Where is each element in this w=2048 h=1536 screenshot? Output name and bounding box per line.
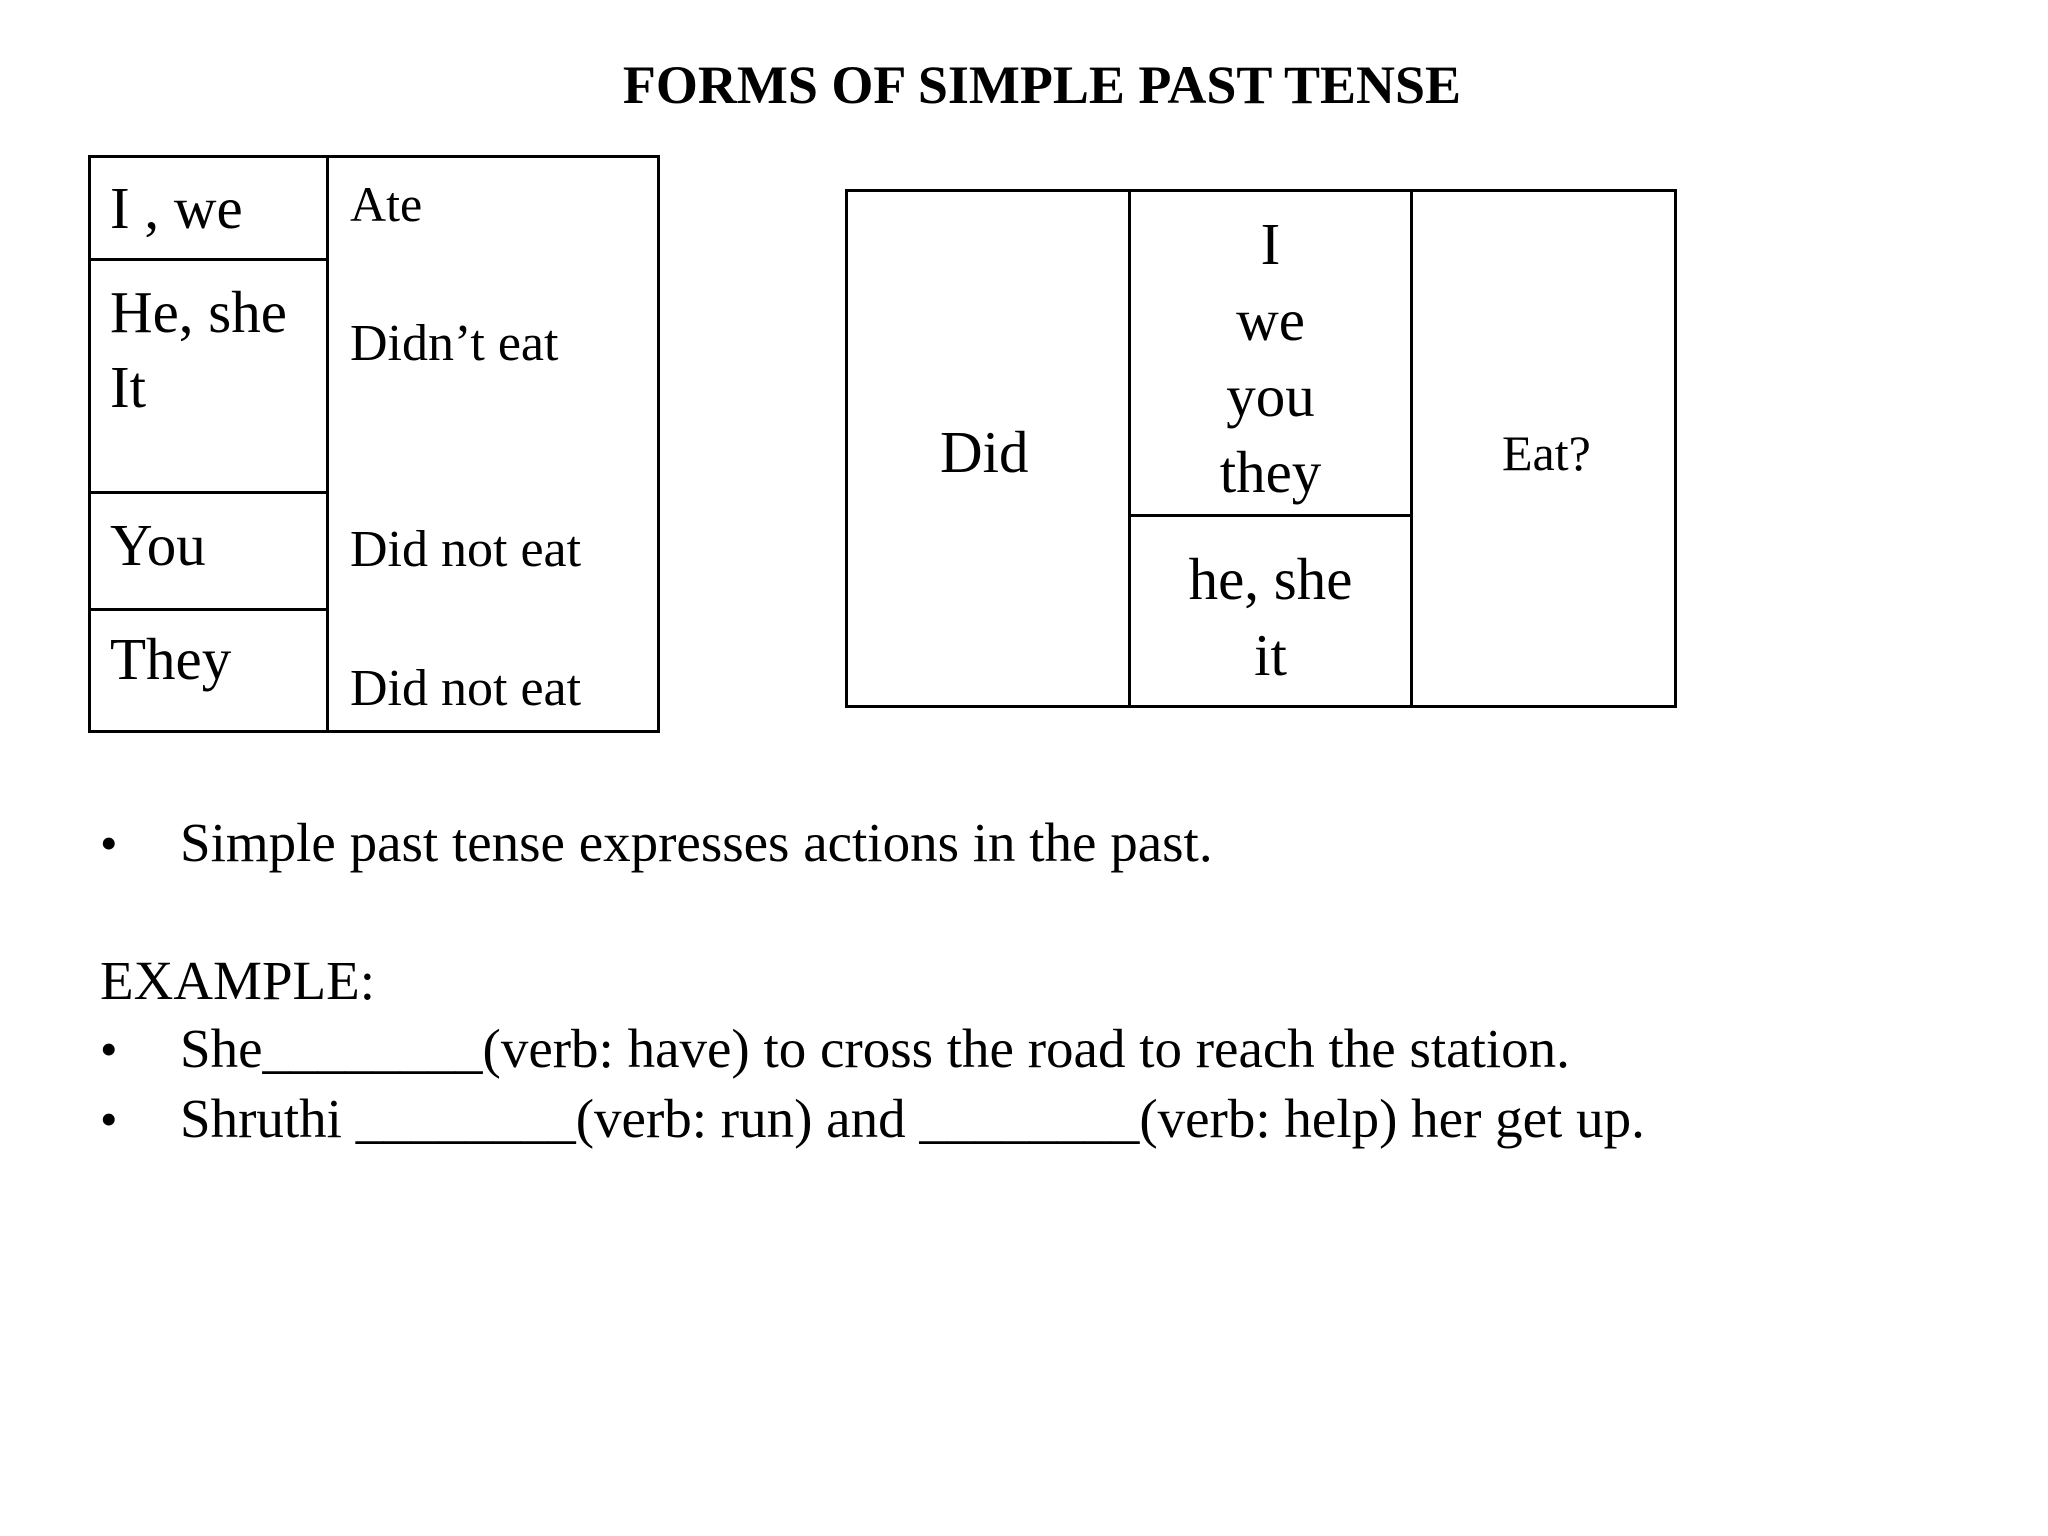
verb-form-cell: Did not eat [350, 660, 582, 717]
bullet-marker: • [100, 1021, 118, 1077]
verb-form-cell: Ate [350, 176, 423, 232]
subject-item: we [1236, 287, 1305, 353]
right-table-divider [1410, 189, 1413, 708]
subject-item: you [1226, 363, 1315, 429]
right-table-row-divider [1128, 514, 1413, 517]
subject-item: it [1254, 622, 1287, 688]
left-table-row-divider [88, 258, 329, 261]
left-table-divider [326, 155, 329, 733]
bullet-marker: • [100, 1091, 118, 1147]
subject-cell: You [110, 512, 206, 578]
example-sentence: She________(verb: have) to cross the road to reach the station. [180, 1018, 1570, 1079]
example-label: EXAMPLE: [100, 950, 375, 1011]
page-title: FORMS OF SIMPLE PAST TENSE [622, 55, 1462, 115]
left-table-row-divider [88, 491, 329, 494]
subject-cell: It [110, 354, 147, 420]
subject-cell: He, she [110, 279, 287, 345]
bullet-text: Simple past tense expresses actions in the past. [180, 812, 1213, 873]
verb-form-cell: Did not eat [350, 521, 582, 578]
subject-cell: I , we [110, 175, 243, 241]
verb-form-cell: Didn’t eat [350, 315, 559, 372]
subjects-group-2 [1131, 541, 1410, 693]
subject-item: I [1260, 211, 1281, 277]
subject-item: he, she [1188, 546, 1353, 612]
subject-cell: They [110, 626, 232, 692]
left-table-row-divider [88, 608, 329, 611]
example-sentence: Shruthi ________(verb: run) and ________(verb: help) her get up. [180, 1088, 1645, 1149]
subjects-group-1 [1131, 206, 1410, 510]
subject-item: they [1219, 439, 1322, 505]
bullet-marker: • [100, 815, 118, 871]
auxiliary-cell: Did [940, 419, 1029, 485]
verb-cell: Eat? [1502, 425, 1591, 481]
